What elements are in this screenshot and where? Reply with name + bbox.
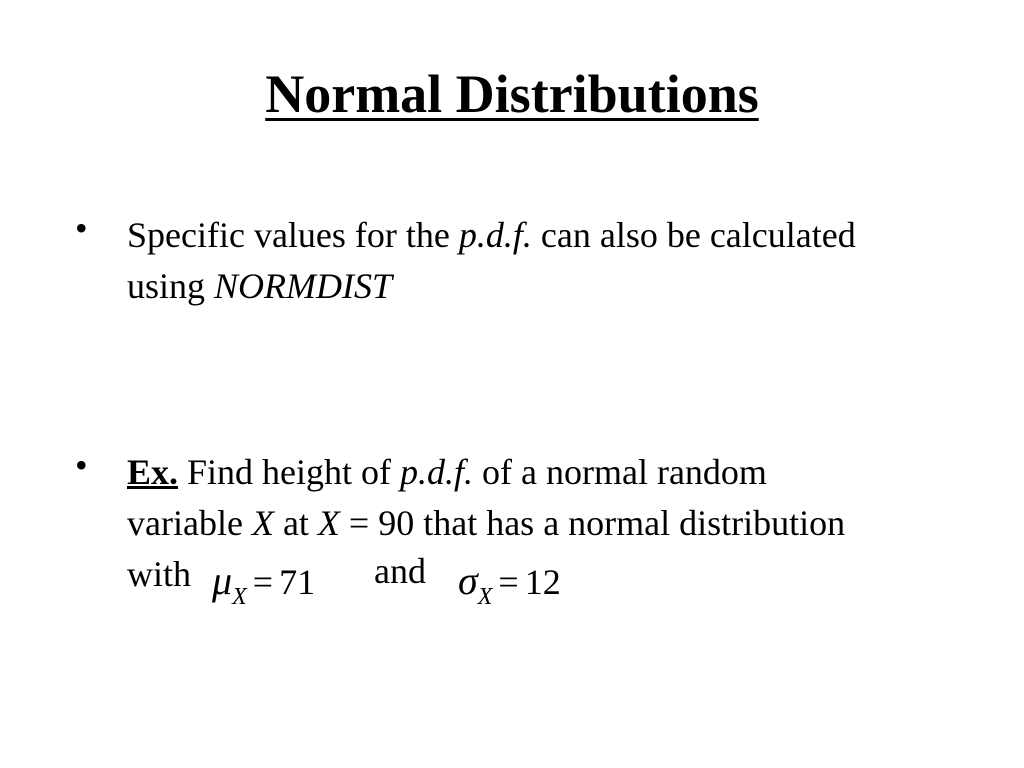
bullet-2-pdf-term: p.d.f. [400, 452, 474, 492]
bullet-2-line2-start: variable [127, 503, 252, 543]
variable-x-2: X [317, 503, 340, 543]
bullet-1-pdf-term: p.d.f. [458, 215, 532, 255]
sigma-symbol: σ [458, 558, 478, 603]
mu-equation [212, 558, 316, 610]
bullet-2-text-end: of a normal random [473, 452, 767, 492]
slide-title-text: Normal Distributions [265, 64, 759, 124]
sigma-equation [458, 558, 561, 610]
sigma-value: 12 [524, 562, 561, 602]
mu-equals: = [252, 562, 274, 602]
and-word: and [374, 551, 426, 591]
mu-symbol: μ [212, 558, 233, 603]
mu-value: 71 [279, 562, 316, 602]
bullet-2-text: Find height of [178, 452, 401, 492]
bullet-2-line2-end: = 90 that has a normal distribution [339, 503, 846, 543]
slide-title [0, 62, 1024, 127]
bullet-text-1 [127, 210, 1007, 312]
example-label: Ex. [127, 452, 179, 492]
bullet-marker-2: • [75, 445, 88, 485]
mu-subscript: X [232, 584, 247, 610]
with-word: with [127, 554, 192, 594]
bullet-1-normdist-term: NORMDIST [214, 266, 393, 306]
bullet-1-text-end: can also be calculated [531, 215, 856, 255]
bullet-2-line2-mid: at [273, 503, 318, 543]
sigma-equals: = [498, 562, 519, 602]
bullet-1-text: Specific values for the [127, 215, 459, 255]
bullet-1-text-line2: using [127, 266, 215, 306]
sigma-subscript: X [477, 584, 493, 610]
bullet-marker-1: • [75, 208, 88, 248]
variable-x-1: X [251, 503, 274, 543]
